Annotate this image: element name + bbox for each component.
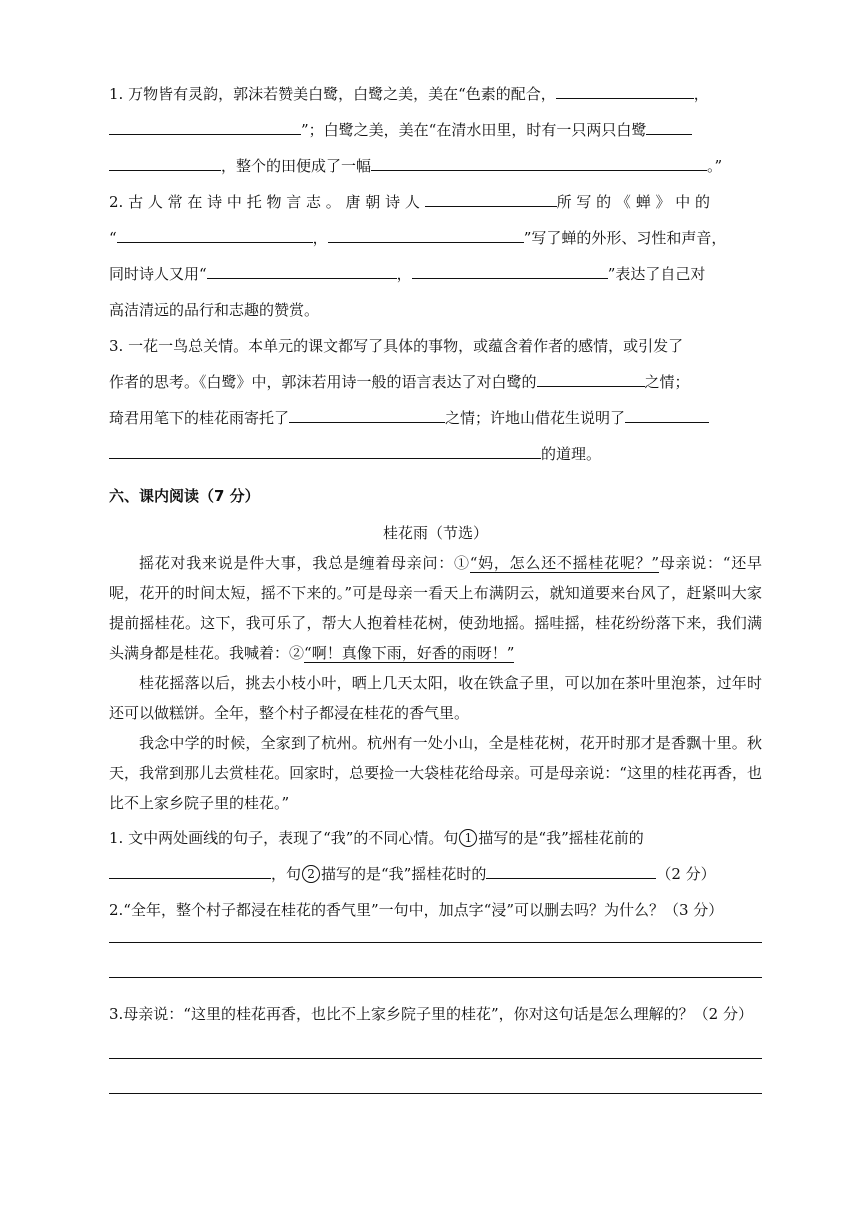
question-5-1: 1. 万物皆有灵韵，郭沫若赞美白鹭，白鹭之美，美在“色素的配合， ， ”；白鹭之美，美在“在清水田里，时有一只两只白鹭 ，整个的田便成了一幅 。” xyxy=(109,76,762,184)
answer-blank[interactable] xyxy=(117,220,313,243)
dotted-character: 浸 · xyxy=(334,704,349,722)
passage-title: 桂花雨（节选） xyxy=(382,524,488,542)
answer-line[interactable] xyxy=(109,1093,762,1094)
answer-blank[interactable] xyxy=(371,148,707,171)
underlined-sentence-2: “啊！真像下雨，好香的雨呀！” xyxy=(304,644,515,662)
answer-blank[interactable] xyxy=(412,256,608,279)
answer-blank[interactable] xyxy=(556,76,694,99)
passage-paragraph-3: 我念中学的时候，全家到了杭州。杭州有一处小山，全是桂花树，花开时那才是香飘十里。秋天，我常到那儿去赏桂花。回家时，总要捡一大袋桂花给母亲。可是母亲说：“这里的桂花再香，也比不上家乡院子里的桂花。” xyxy=(109,734,762,812)
answer-blank[interactable] xyxy=(486,856,656,879)
worksheet-content xyxy=(109,76,762,1094)
answer-blank[interactable] xyxy=(425,184,557,207)
answer-blank[interactable] xyxy=(207,256,397,279)
answer-blank[interactable] xyxy=(646,112,692,135)
answer-blank[interactable] xyxy=(537,364,645,387)
circled-number-1: 1 xyxy=(459,829,477,847)
answer-blank[interactable] xyxy=(328,220,524,243)
question-5-3: 3. 一花一鸟总关情。本单元的课文都写了具体的事物，或蕴含着作者的感情，或引发了 作者的思考。《白鹭》中，郭沫若用诗一般的语言表达了对白鹭的 之情； 琦君用笔下的桂花雨寄托了 之情；许地山借花生说明了 的道理。 xyxy=(109,328,762,472)
passage-paragraph-2: 桂花摇落以后，挑去小枝小叶，晒上几天太阳，收在铁盒子里，可以加在茶叶里泡茶，过年时还可以做糕饼。全年，整个村子都浸 ·在桂花的香气里。 xyxy=(109,668,762,728)
passage-paragraph-1: 摇花对我来说是件大事，我总是缠着母亲问：①“妈，怎么还不摇桂花呢？”母亲说：“还早呢，花开的时间太短，摇不下来的。”可是母亲一看天上布满阴云，就知道要来台风了，赶紧叫大家提前摇桂花。这下，我可乐了，帮大人抱着桂花树，使劲地摇。摇哇摇，桂花纷纷落下来，我们满头满身都是桂花。我喊着：②“啊！真像下雨，好香的雨呀！” xyxy=(109,554,762,662)
answer-blank[interactable] xyxy=(109,856,271,879)
reading-question-3: 3.母亲说：“这里的桂花再香，也比不上家乡院子里的桂花”，你对这句话是怎么理解的？（2 分） xyxy=(109,1005,753,1023)
answer-blank[interactable] xyxy=(109,148,221,171)
reading-question-2: 2.“全年，整个村子都浸在桂花的香气里”一句中，加点字“浸”可以删去吗？为什么？（3 分） xyxy=(109,901,724,919)
question-5-2: 2. 古 人 常 在 诗 中 托 物 言 志 。 唐 朝 诗 人 所 写 的 《 蝉 》 中 的 “ ， ”写了蝉的外形、习性和声音， 同时诗人又用“ ， ”表达了自己对 高洁清远的品行和志趣的赞赏。 xyxy=(109,184,762,328)
answer-blank[interactable] xyxy=(289,400,445,423)
reading-question-1: 1. 文中两处画线的句子，表现了“我”的不同心情。句 1 描写的是“我”摇桂花前的 ，句 2 描写的是“我”摇桂花时的 （2 分） xyxy=(109,829,716,883)
answer-blank[interactable] xyxy=(625,400,709,423)
section-title: 六、课内阅读（7 分） xyxy=(109,487,260,505)
answer-blank[interactable] xyxy=(109,112,301,135)
circled-number-2: 2 xyxy=(302,865,320,883)
answer-blank[interactable] xyxy=(109,436,541,459)
underlined-sentence-1: “妈，怎么还不摇桂花呢？” xyxy=(469,554,660,572)
